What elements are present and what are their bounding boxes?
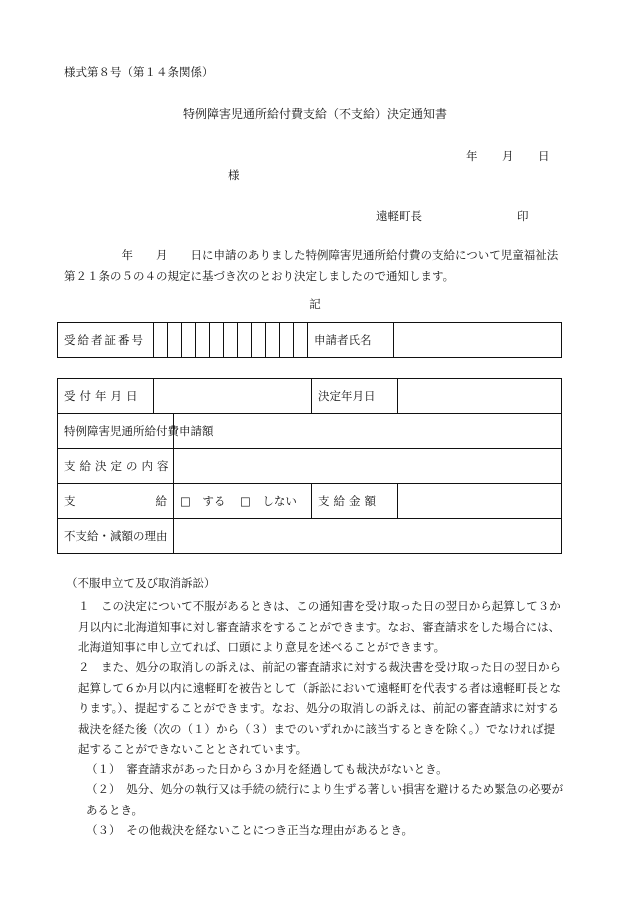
payment-amount-label: 支給金額 (312, 484, 398, 519)
payment-options (174, 484, 312, 519)
decision-content-value[interactable] (174, 449, 562, 484)
recipient-number-digit[interactable] (266, 323, 280, 358)
note-sub-3: （３） その他裁決を経ないことにつき正当な理由があるとき。 (86, 823, 414, 837)
received-date-label: 受付年月日 (58, 379, 154, 414)
note-item-1: １ この決定について不服があるときは、この通知書を受け取った日の翌日から起算して３か月以内に北海道知事に対し審査請求をすることができます。なお、審査請求をした場合には、北海道知事に申し立てれば、口頭により意見を述べることができます。 (78, 599, 561, 654)
note-item-2: ２ また、処分の取消しの訴えは、前記の審査請求に対する裁決書を受け取った日の翌日から起算して６か月以内に遠軽町を被告として（訴訟において遠軽町を代表する者は遠軽町長となります。）、提起することができます。なお、処分の取消しの訴えは、前記の審査請求に対する裁決を経た後（次の（１）から（３）までのいずれかに該当するときを除く。）でなければ提起することができないこととされています。 (78, 660, 561, 756)
applicant-name-value[interactable] (394, 323, 562, 358)
application-amount-label: 特例障害児通所給付費申請額 (58, 414, 174, 449)
recipient-number-digit[interactable] (210, 323, 224, 358)
decision-date-value[interactable] (398, 379, 562, 414)
recipient-number-digit[interactable] (154, 323, 168, 358)
recipient-number-digit[interactable] (182, 323, 196, 358)
seal-mark: 印 (517, 209, 529, 223)
applicant-name-label: 申請者氏名 (308, 323, 394, 358)
intro-paragraph: 年 月 日に申請のありました特例障害児通所給付費の支給について児童福祉法第２１条の５の４の規定に基づき次のとおり決定しましたので通知します。 (64, 248, 559, 283)
addressee-suffix: 様 (228, 168, 240, 182)
payment-label (58, 484, 174, 519)
option-no-checkbox[interactable]: □ しない (240, 494, 297, 508)
issuer-name: 遠軽町長 (376, 209, 422, 223)
reason-label: 不支給・減額の理由 (58, 519, 174, 554)
document-title: 特例障害児通所給付費支給（不支給）決定通知書 (182, 107, 447, 121)
decision-table (57, 378, 562, 554)
year-label: 年 (466, 149, 478, 163)
day-label: 日 (538, 149, 550, 163)
note-sub-1: （１） 審査請求があった日から３か月を経過しても裁決がないとき。 (86, 762, 448, 776)
recipient-number-digit[interactable] (280, 323, 294, 358)
recipient-number-digit[interactable] (238, 323, 252, 358)
payment-label-right: 給 (155, 494, 167, 508)
application-amount-value[interactable] (174, 414, 562, 449)
recipient-number-digit[interactable] (224, 323, 238, 358)
recipient-number-digit[interactable] (168, 323, 182, 358)
notes-heading: （不服申立て及び取消訴訟） (66, 576, 216, 590)
option-yes-checkbox[interactable]: □ する (180, 494, 226, 508)
recipient-table (57, 322, 562, 358)
recipient-number-digit[interactable] (294, 323, 308, 358)
note-sub-2: （２） 処分、処分の執行又は手続の続行により生ずる著しい損害を避けるため緊急の必要があるとき。 (86, 782, 564, 817)
payment-amount-value[interactable] (398, 484, 562, 519)
month-label: 月 (502, 149, 514, 163)
decision-date-label: 決定年月日 (312, 379, 398, 414)
recipient-number-label: 受給者証番号 (58, 323, 154, 358)
recipient-number-digit[interactable] (252, 323, 266, 358)
decision-content-label: 支給決定の内容 (58, 449, 174, 484)
payment-label-left: 支 (64, 494, 76, 508)
received-date-value[interactable] (154, 379, 312, 414)
date-line (466, 148, 550, 164)
ki-heading: 記 (309, 297, 321, 311)
recipient-number-digit[interactable] (196, 323, 210, 358)
form-number: 様式第８号（第１４条関係） (64, 65, 214, 79)
reason-value[interactable] (174, 519, 562, 554)
